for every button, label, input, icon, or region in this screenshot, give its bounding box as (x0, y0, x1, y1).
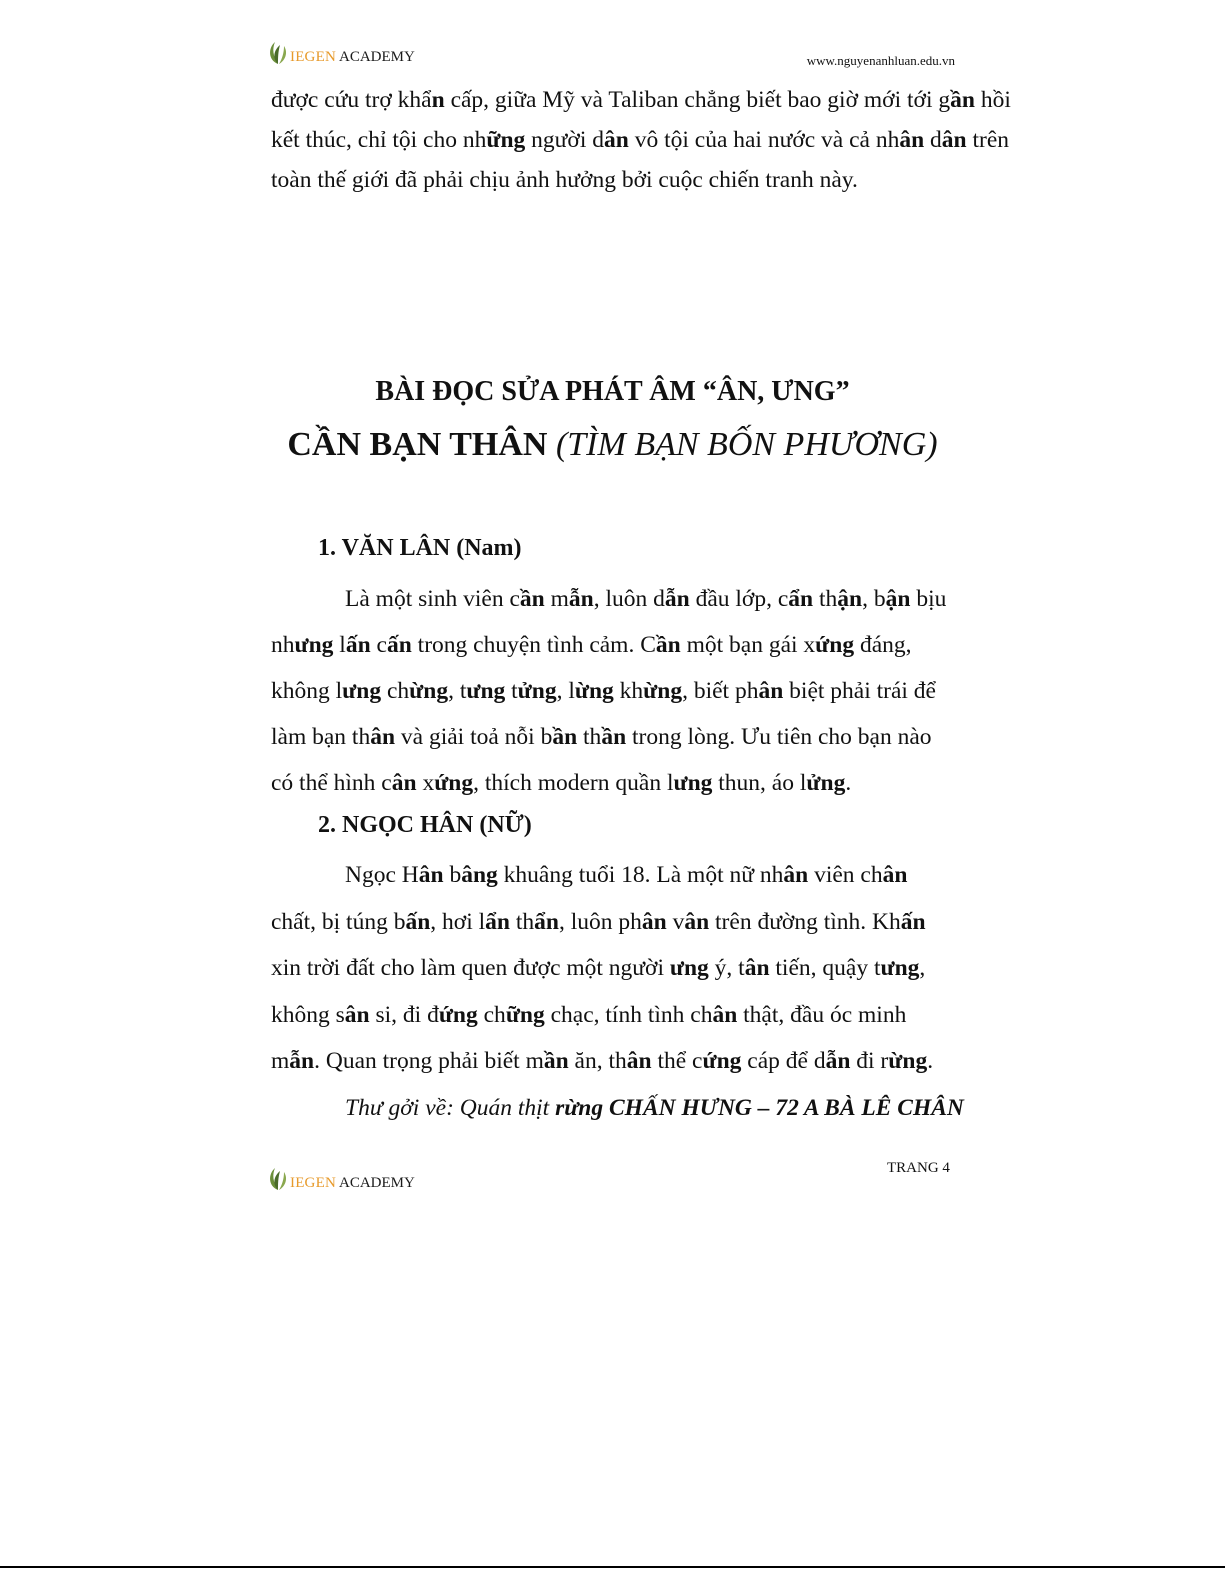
page-title: BÀI ĐỌC SỬA PHÁT ÂM “ÂN, ƯNG” (375, 376, 850, 407)
intro-line-1: được cứu trợ khẩn cấp, giữa Mỹ và Taliban chẳng biết bao giờ mới tới gần hồi (271, 87, 1011, 113)
subtitle-bold: CẦN BẠN THÂN (287, 426, 548, 463)
intro-line-3: toàn thế giới đã phải chịu ảnh hưởng bởi cuộc chiến tranh này. (271, 167, 858, 193)
page-bottom-border (0, 1566, 1225, 1568)
leaf-logo-icon (266, 40, 290, 66)
page-subtitle (0, 426, 1225, 464)
intro-paragraph (271, 80, 1020, 200)
logo-suffix: ACADEMY (339, 1175, 415, 1191)
section-2-title: 2. NGỌC HÂN (NỮ) (318, 812, 532, 838)
website-url: www.nguyenanhluan.edu.vn (806, 53, 955, 68)
logo-brand: IEGEN (290, 49, 336, 65)
header-logo (266, 40, 415, 66)
section-2-paragraph: Ngọc Hân bâng khuâng tuổi 18. Là một nữ nhân viên chân chất, bị túng bấn, hơi lẩn thẩn, luôn phân vân trên đường tình. Khấn xin trời đất cho làm quen được một người ưng ý, tân tiến, quậy tưng, không sân si, đi đứng chững chạc, tính tình chân thật, đầu óc minh mẫn. Quan trọng phải biết mần ăn, thân thể cứng cáp để dẫn đi rừng. Thư gởi về: Quán thịt rừng CHẤN HƯNG – 72 A BÀ LÊ CHÂN (271, 862, 964, 1121)
page-number: TRANG 4 (887, 1160, 950, 1176)
section-1-paragraph: Là một sinh viên cần mẫn, luôn dẫn đầu lớp, cẩn thận, bận bịu nhưng lấn cấn trong chuyện tình cảm. Cần một bạn gái xứng đáng, không lưng chừng, tưng tửng, lừng khừng, biết phân biệt phải trái để làm bạn thân và giải toả nỗi bần thần trong lòng. Ưu tiên cho bạn nào có thể hình cân xứng, thích modern quần lưng thun, áo lửng. (271, 586, 947, 796)
leaf-logo-icon (266, 1166, 290, 1192)
subtitle-italic: (TÌM BẠN BỐN PHƯƠNG) (555, 426, 938, 463)
footer-logo (266, 1166, 415, 1192)
logo-suffix: ACADEMY (339, 49, 415, 65)
signature-line: Thư gởi về: Quán thịt rừng CHẤN HƯNG – 72 A BÀ LÊ CHÂN (345, 1094, 964, 1121)
logo-brand: IEGEN (290, 1175, 336, 1191)
section-1-title: 1. VĂN LÂN (Nam) (318, 535, 522, 561)
intro-line-2: kết thúc, chỉ tội cho những người dân vô tội của hai nước và cả nhân dân trên (271, 127, 1010, 153)
